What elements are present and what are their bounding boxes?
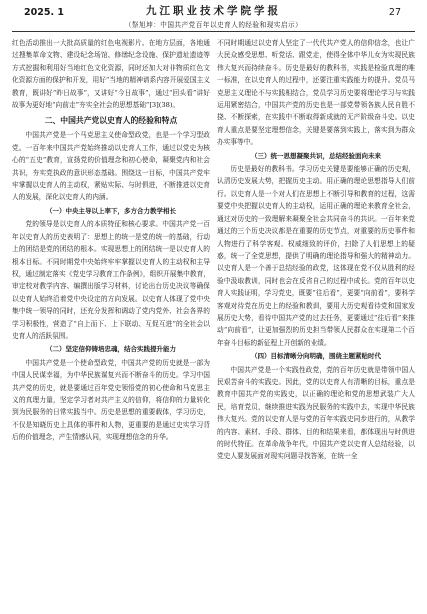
header-center	[12, 3, 415, 29]
paragraph: 红色活动推出一大批高质量的红色电视影片。在地方层面，各地通过搜集革命文物、建设纪念场馆、修缮纪念设施、保护遗址遗迹等方式挖掘和利用好当地红色文化资源，同时还加大对非物质红色文化资源方面的保护和开发，用好“当地的精神谱系内容开展爱国主义教育，既讲好“昨日故事”，又讲好“今日故事”，通过“回头看”讲好故事为更好地“向前走”夯实全社会的思想基础”[3](38)。	[12, 39, 210, 110]
two-column-body	[12, 37, 415, 610]
header-rule	[12, 31, 415, 32]
subsection-heading: （二）坚定信仰铸培忠魂，结合实践提升能力	[46, 345, 176, 354]
subsection-heading: （三）统一思想凝聚共识，总结经验面向未来	[251, 151, 381, 160]
page-number: 27	[388, 7, 401, 18]
subsection-heading: （一）中央主导以上率下，多方合力教学相长	[46, 206, 176, 215]
subsection-heading: （四）目标清晰分向明确，围绕主题紧贴时代	[251, 352, 381, 361]
article-subtitle: （祭旭坤：中国共产党百年以史育人的经验和现实启示）	[124, 21, 303, 29]
paragraph: 中国共产党是一个马克思主义使命型政党，也是一个学习型政党。一百年来中国共产党始终推动以史育人工作，通过以党史为核心的“五史”教育，宣扬党的价值理念和初心使命，凝聚党内和社会共识，夯实党执政的意识形态基础。围绕这一目标，中国共产党牢牢掌握以史育人的主动权，紧贴实际、与时俱进，不断推进以史育人的发展，深化以史育人的内涵。	[12, 131, 210, 202]
paragraph: 中国共产党是一个实践性政党，党的百年历史就是带领中国人民艰苦奋斗的实践史。因此，党的以史育人有清晰的目标，重点是教育中国共产党的实践史，以正确的理论和党的思想武装广大人民，培育党员，继续推进实践为民服务的实践中去，实现中华民族伟大复兴。党的以史育人是与党的百年实践史同步进行的，从教学的内容、素材、手段、群体、目的和结果来看，都体现出与时俱进的时代特征。在革命战争年代，中国共产党以史育人总结经验，以党史人要发展面对现实问题寻找答案，在统一全	[217, 365, 415, 461]
paragraph: 历史是最好的教科书。学习历史关键是要能够正确的历史观，认清历史发展大势，把握历史主动。用正确的理论思想指导人们前行。以史育人是一个对人们在思想上不断引导和教育的过程，这需要党中央把握以史育人的主动权，运用正确的理论来教育全社会，通过对历史的一致理解来凝聚全社会共同奋斗的共识。一百年来党通过的三个历史决议都是在重要的历史节点，对重要的历史事件和人物进行了科学客观、权威细致的评价，扫除了人们思想上的疑惑，统一了全党思想，提供了明确的理论指导和强大的精神动力。以史育人是一个善于总结经验的政党，这体现在党不仅从胜利的经验中汲取教训，同时也会在反省自己的过程中成长。党的百年以史育人实践证明，学习党史，既要“往后看”，更要“向前看”，要科学客观对待党在历史上的经验和教训，要用大历史观看待党和国家发展历史大势，看待中国共产党的过去任务，更要通过“往后看”来推动“向前看”，让更加强烈的历史担当带领人民群众在实现第二个百年奋斗目标的新征程上开创新的业绩。	[217, 165, 415, 347]
paragraph: 不同时期通过以史育人坚定了一代代共产党人的信仰信念，也让广大民众感受思想、听党话、跟党走，使得全体中华儿女为实现民族伟大复兴而持续奋斗。历史是最好的教科书，实践是检验真理的唯一标准，在以史育人的过程中，还要注重实践能力的提升。党员马克思主义理论不与实践相结合，党员学习历史要将理论学习与实践运用紧密结合，中国共产党的历史也是一部党带领各族人民自胜不挠、不断探索，在实践中不断取得新成就的无产阶级奋斗史。以史育人重点是要坚定理想信念，关键是要落到实践上，落实到为群众办实事等中。	[217, 39, 415, 147]
left-column	[12, 37, 210, 610]
journal-title: 九江职业技术学院学报	[146, 5, 281, 17]
paragraph: 中国共产党是一个使命型政党，中国共产党的历史就是一部为中国人民谋幸福，为中华民族谋复兴而不断奋斗的历史。学习中国共产党的历史，就是要通过百年党史领悟党的初心使命和马克思主义的真理力量，坚定学习者对共产主义的信仰，将信仰的力量转化到为民服务的日常实践当中。历史是思想的重要载体，学习历史，不仅是知晓历史上具体的事件和人物，更重要的是通过史实学习背后的价值理念，产生情感认同，实现理想信念的升华。	[12, 358, 210, 442]
page-header	[12, 0, 415, 30]
section-heading: 二、中国共产党以史育人的经验和特点	[44, 116, 178, 126]
paragraph: 党的领导是以史育人的本质特征和核心要求。中国共产党一百年以史育人的历史表明了：思想上的统一是党的统一的基础，行动上的团结是党的团结的根本。实现思想上的团结统一是以史育人的根本目标。不同时期党中央始终牢牢掌握以史育人的主动权和主导权，通过制定落实《党史学习教育工作条例》，组织开展集中教育，审定校对教学内容、编撰出版学习材料，讨论出台历史决议等确保以史育人始终沿着党中央设定的方向发展。以史育人体现了党中央集中统一领导的同时，还充分发挥和调动了党内党外、社会各界的学习积极性，营造了“自上而下、上下联动、互促互进”的全社会以史育人的活跃氛围。	[12, 220, 210, 340]
issue-label: 2025. 1	[24, 7, 64, 18]
right-column	[217, 37, 415, 610]
